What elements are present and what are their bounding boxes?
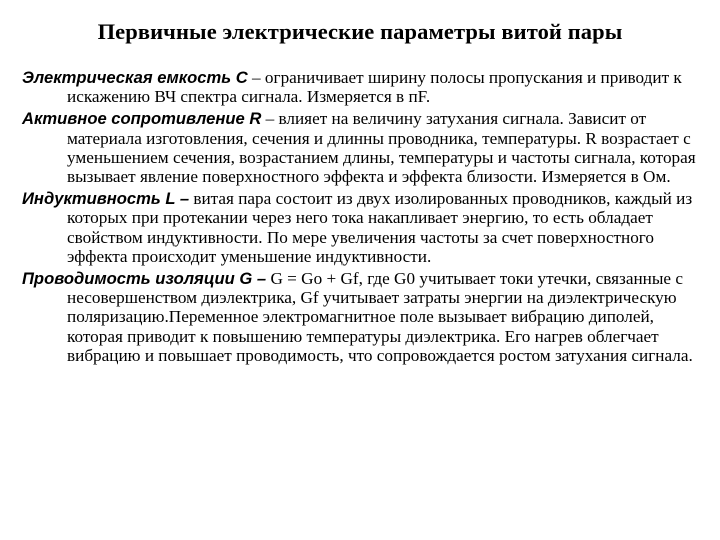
term-capacitance: Электрическая емкость С — [22, 68, 248, 87]
paragraph-conductance — [22, 269, 712, 365]
paragraph-inductance — [22, 189, 712, 266]
paragraph-capacitance — [22, 68, 712, 106]
paragraph-resistance — [22, 109, 712, 186]
text-capacitance: – ограничивает ширину полосы пропускания и приводит к искажению ВЧ спектра сигнала. Измеряется в пF. — [67, 68, 682, 107]
text-inductance: витая пара состоит из двух изолированных проводников, каждый из которых при протекании через него тока накапливает энергию, то есть обладает свойством индуктивности. По мере увеличения частоты за счет поверхностного эффекта происходит уменьшение индуктивности. — [67, 189, 693, 266]
term-resistance: Активное сопротивление R — [22, 109, 262, 129]
term-inductance: Индуктивность L – — [22, 189, 190, 209]
text-resistance: – влияет на величину затухания сигнала. Зависит от материала изготовления, сечения и длинны проводника, температуры. R возрастает с уменьшением сечения, возрастанием длины, температуры и частоты сигнала, которая вызывает явление поверхностного эффекта и эффекта близости. Измеряется в Ом. — [67, 109, 696, 187]
term-conductance: Проводимость изоляции G – — [22, 269, 267, 289]
slide-title: Первичные электрические параметры витой пары — [97, 19, 623, 44]
slide-body — [22, 68, 712, 368]
text-conductance: G = Go + Gf, где G0 учитывает токи утечки, связанные с несовершенством диэлектрика, Gf учитывает затраты энергии на диэлектрическую поляризацию.Переменное электромагнитное поле вызывает вибрацию диполей, которая приводит к повышению температуры диэлектрика. Его нагрев облегчает вибрацию и повышает проводимость, что сопровождается ростом затухания сигнала. — [67, 269, 693, 365]
